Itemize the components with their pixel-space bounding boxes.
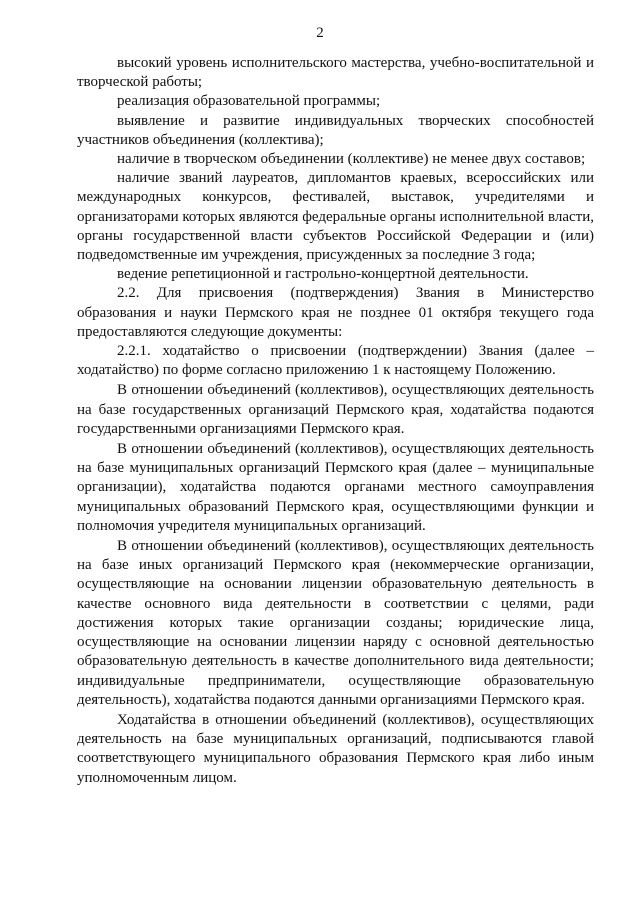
paragraph-municipal-organizations: В отношении объединений (коллективов), осуществляющих деятельность на базе муниципальных организаций Пермского края (далее – муниципальные организации), ходатайства подаются органами местного самоуправления муниципальных образований Пермского края, осуществляющими функции и полномочия учредителя муниципальных организаций. xyxy=(77,441,594,534)
paragraph-criterion-touring: ведение репетиционной и гастрольно-концертной деятельности. xyxy=(117,266,529,283)
paragraph-criterion-abilities: выявление и развитие индивидуальных творческих способностей участников объединения (коллектива); xyxy=(77,112,594,148)
document-body xyxy=(77,54,594,788)
paragraph-section-2-2-1: 2.2.1. ходатайство о присвоении (подтверждении) Звания (далее – ходатайство) по форме согласно приложению 1 к настоящему Положению. xyxy=(77,343,594,379)
page-number: 2 xyxy=(316,25,324,41)
paragraph-state-organizations: В отношении объединений (коллективов), осуществляющих деятельность на базе государственных организаций Пермского края, ходатайства подаются государственными организациями Пермского края. xyxy=(77,382,594,437)
paragraph-criterion-two-casts: наличие в творческом объединении (коллективе) не менее двух составов; xyxy=(117,151,586,168)
paragraph-criterion-awards: наличие званий лауреатов, дипломантов краевых, всероссийских или международных конкурсов, фестивалей, выставок, учредителями и организаторами которых являются федеральные органы исполнительной власти, органы государственной власти субъектов Российской Федерации и (или) подведомственные им учреждения, присужденных за последние 3 года; xyxy=(77,170,594,264)
paragraph-other-organizations: В отношении объединений (коллективов), осуществляющих деятельность на базе иных организаций Пермского края (некоммерческие организации, осуществляющие на основании лицензии образовательную деятельность в качестве основного вида деятельности в соответствии с целями, ради достижения которых такие организации созданы; юридические лица, осуществляющие на основании лицензии наряду с основной деятельностью образовательную деятельность в качестве дополнительного вида деятельности; индивидуальные предприниматели, осуществляющие образовательную деятельность), ходатайства подаются данными организациями Пермского края. xyxy=(77,538,594,708)
paragraph-section-2-2: 2.2. Для присвоения (подтверждения) Звания в Министерство образования и науки Пермского края не позднее 01 октября текущего года предоставляются следующие документы: xyxy=(77,285,594,340)
paragraph-criterion-program: реализация образовательной программы; xyxy=(117,93,381,110)
paragraph-petition-signing: Ходатайства в отношении объединений (коллективов), осуществляющих деятельность на базе муниципальных организаций, подписываются главой соответствующего муниципального образования Пермского края либо иным уполномоченным лицом. xyxy=(77,711,594,786)
paragraph-criterion-mastery: высокий уровень исполнительского мастерства, учебно-воспитательной и творческой работы; xyxy=(77,55,594,91)
